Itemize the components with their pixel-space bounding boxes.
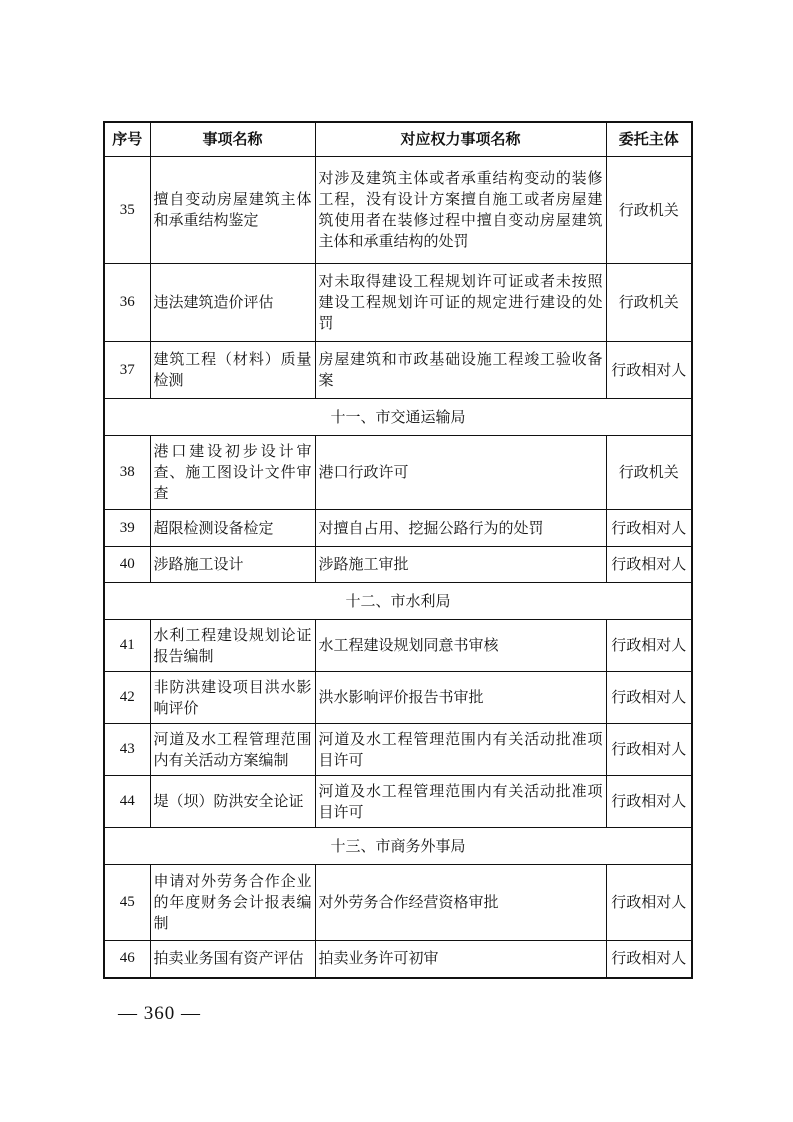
item-name: 拍卖业务国有资产评估	[150, 941, 315, 978]
power-item-name: 房屋建筑和市政基础设施工程竣工验收备案	[315, 342, 606, 399]
page-number: — 360 —	[118, 1003, 201, 1024]
power-item-name: 河道及水工程管理范围内有关活动批准项目许可	[315, 776, 606, 828]
items-table	[103, 121, 693, 979]
section-title: 十一、市交通运输局	[104, 399, 692, 436]
table-header-row	[104, 122, 692, 157]
power-item-name: 对未取得建设工程规划许可证或者未按照建设工程规划许可证的规定进行建设的处罚	[315, 264, 606, 342]
table-row	[104, 865, 692, 941]
entrusting-party: 行政机关	[606, 264, 692, 342]
table-row	[104, 436, 692, 510]
row-number: 40	[104, 547, 150, 583]
section-title: 十三、市商务外事局	[104, 828, 692, 865]
table-row	[104, 620, 692, 672]
row-number: 45	[104, 865, 150, 941]
header-item-name: 事项名称	[150, 122, 315, 157]
entrusting-party: 行政机关	[606, 436, 692, 510]
item-name: 非防洪建设项目洪水影响评价	[150, 672, 315, 724]
table-row	[104, 264, 692, 342]
table-row	[104, 157, 692, 264]
table-row	[104, 724, 692, 776]
item-name: 涉路施工设计	[150, 547, 315, 583]
entrusting-party: 行政相对人	[606, 342, 692, 399]
item-name: 违法建筑造价评估	[150, 264, 315, 342]
power-item-name: 港口行政许可	[315, 436, 606, 510]
table-row	[104, 672, 692, 724]
power-item-name: 水工程建设规划同意书审核	[315, 620, 606, 672]
section-title: 十二、市水利局	[104, 583, 692, 620]
power-item-name: 对涉及建筑主体或者承重结构变动的装修工程，没有设计方案擅自施工或者房屋建筑使用者在装修过程中擅自变动房屋建筑主体和承重结构的处罚	[315, 157, 606, 264]
power-item-name: 河道及水工程管理范围内有关活动批准项目许可	[315, 724, 606, 776]
entrusting-party: 行政相对人	[606, 776, 692, 828]
power-item-name: 对外劳务合作经营资格审批	[315, 865, 606, 941]
table-row	[104, 510, 692, 547]
entrusting-party: 行政机关	[606, 157, 692, 264]
entrusting-party: 行政相对人	[606, 672, 692, 724]
row-number: 41	[104, 620, 150, 672]
section-row	[104, 399, 692, 436]
row-number: 36	[104, 264, 150, 342]
table-row	[104, 941, 692, 978]
entrusting-party: 行政相对人	[606, 620, 692, 672]
table-row	[104, 776, 692, 828]
entrusting-party: 行政相对人	[606, 941, 692, 978]
row-number: 44	[104, 776, 150, 828]
row-number: 39	[104, 510, 150, 547]
entrusting-party: 行政相对人	[606, 724, 692, 776]
row-number: 35	[104, 157, 150, 264]
entrusting-party: 行政相对人	[606, 547, 692, 583]
row-number: 38	[104, 436, 150, 510]
power-item-name: 洪水影响评价报告书审批	[315, 672, 606, 724]
row-number: 37	[104, 342, 150, 399]
row-number: 46	[104, 941, 150, 978]
item-name: 堤（坝）防洪安全论证	[150, 776, 315, 828]
power-item-name: 拍卖业务许可初审	[315, 941, 606, 978]
item-name: 水利工程建设规划论证报告编制	[150, 620, 315, 672]
item-name: 擅自变动房屋建筑主体和承重结构鉴定	[150, 157, 315, 264]
power-item-name: 对擅自占用、挖掘公路行为的处罚	[315, 510, 606, 547]
entrusting-party: 行政相对人	[606, 865, 692, 941]
item-name: 建筑工程（材料）质量检测	[150, 342, 315, 399]
item-name: 河道及水工程管理范围内有关活动方案编制	[150, 724, 315, 776]
header-power-item-name: 对应权力事项名称	[315, 122, 606, 157]
section-row	[104, 828, 692, 865]
row-number: 43	[104, 724, 150, 776]
item-name: 申请对外劳务合作企业的年度财务会计报表编制	[150, 865, 315, 941]
power-item-name: 涉路施工审批	[315, 547, 606, 583]
item-name: 超限检测设备检定	[150, 510, 315, 547]
header-serial: 序号	[104, 122, 150, 157]
table-row	[104, 547, 692, 583]
section-row	[104, 583, 692, 620]
item-name: 港口建设初步设计审查、施工图设计文件审查	[150, 436, 315, 510]
row-number: 42	[104, 672, 150, 724]
entrusting-party: 行政相对人	[606, 510, 692, 547]
header-entrusting-party: 委托主体	[606, 122, 692, 157]
table-row	[104, 342, 692, 399]
